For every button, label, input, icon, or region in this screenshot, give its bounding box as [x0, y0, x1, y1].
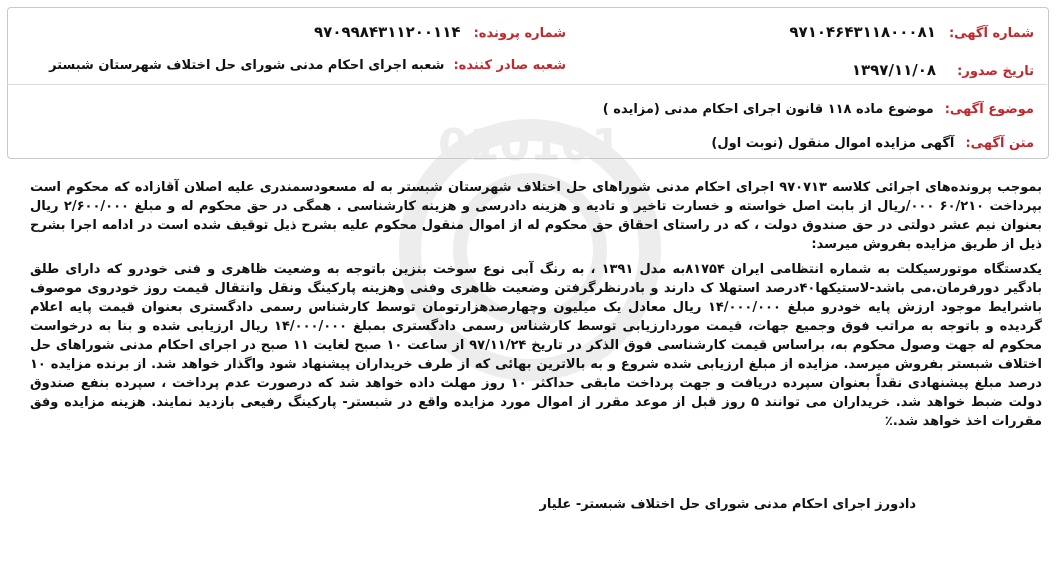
- issue-date-value: ۱۳۹۷/۱۱/۰۸: [851, 61, 937, 79]
- ad-text-row: [711, 132, 1034, 151]
- subject-row: [603, 98, 1034, 117]
- signature: دادورز اجرای احکام مدنی شورای حل اختلاف شبستر- علیار: [539, 497, 916, 512]
- ad-body: [30, 178, 1042, 437]
- ad-text-label: متن آگهی:: [965, 136, 1034, 151]
- issue-date-row: [852, 60, 1034, 79]
- case-number-label: شماره پرونده:: [473, 26, 566, 41]
- subject-value: موضوع ماده ۱۱۸ قانون اجرای احکام مدنی (مزایده ): [602, 102, 934, 117]
- ad-text-value: آگهی مزایده اموال منقول (نوبت اول): [711, 136, 955, 151]
- issue-date-label: تاریخ صدور:: [957, 64, 1034, 79]
- ad-number-label: شماره آگهی:: [948, 26, 1034, 41]
- ad-number-row: [789, 22, 1034, 41]
- issuer-value: شعبه اجرای احکام مدنی شورای حل اختلاف شهرستان شبستر: [49, 58, 445, 73]
- watermark-text: 010101: [438, 120, 622, 171]
- body-paragraph-1: بموجب پرونده‌های اجرائی کلاسه ۹۷۰۷۱۳ اجرای احکام مدنی شوراهای حل اختلاف شهرستان شبستر به له مسعودسمندری علیه اصلان آقازاده که محکوم است بپرداخت ۶۰/۲۱۰ ۰۰۰/ریال از بابت اصل خواسته و خسارت تاخیر و تادیه و هزینه دادرسی و هزینه کارشناسی . همگی در حق محکوم له و مبلغ ۲/۶۰۰/۰۰۰ ریال بعنوان نیم عشر دولتی در حق صندوق دولت ، که در راستای احقاق حق محکوم له از اموال منقول محکوم علیه بشرح ذیل توقیف شده است در ادامه اجرا بشرح ذیل از طریق مزایده بفروش میرسد:: [30, 180, 1043, 252]
- case-number-row: [314, 22, 566, 41]
- issuer-label: شعبه صادر کننده:: [453, 58, 566, 73]
- issuer-row: [49, 54, 566, 73]
- header-divider: [7, 84, 1047, 85]
- case-number-value: ۹۷۰۹۹۸۴۳۱۱۲۰۰۱۱۴: [314, 23, 461, 41]
- body-paragraph-2: یکدستگاه موتورسیکلت به شماره انتظامی ایران ۸۱۷۵۴به مدل ۱۳۹۱ ، به رنگ آبی نوع سوخت بنزین باتوجه به وضعیت ظاهری و فنی خودرو که دارای طلق بادگیر دورفرمان.می باشد-لاستیکها۴۰درصد استهلا ک دارند و بادرنظرگرفتن وضعیت ظاهری وفنی وهزینه پارکینگ ونقل وانتقال قیمت روز خودروی موصوف باشرایط موجود ارزش پایه خودرو مبلغ ۱۴/۰۰۰/۰۰۰ ریال معادل یک میلیون وچهارصدهزارتومان توسط کارشناس رسمی دادگستری بعنوان قیمت پایه اعلام گردیده و باتوجه به مراتب فوق وجمیع جهات، قیمت موردارزیابی توسط کارشناس رسمی دادگستری بمبلغ ۱۴/۰۰۰/۰۰۰ ریال ارزیابی شده و بنا به درخواست محکوم له جهت وصول محکوم به، براساس قیمت کارشناسی فوق الذکر در تاریخ ۹۷/۱۱/۲۴ از ساعت ۱۰ صبح لغایت ۱۱ صبح در اجرای احکام مدنی شوراهای حل اختلاف شبستر بفروش میرسد. مزایده از مبلغ ارزیابی شده شروع و به بالاترین بهائی که از طرف خریداران پیشنهاد شود واگذار خواهد شد. از برنده مزایده ۱۰ درصد مبلغ پیشنهادی نقداً بعنوان سپرده دریافت و جهت پرداخت مابقی حداکثر ۱۰ روز مهلت داده خواهد شد که درصورت عدم پرداخت ، سپرده بنفع صندوق دولت ضبط خواهد شد. خریداران می توانند ۵ روز قبل از موعد مقرر از اموال مورد مزایده واقع در شبستر- پارکینگ رفیعی بازدید نمایند. هزینه مزایده وفق مقررات اخذ خواهد شد.٪: [30, 262, 1043, 429]
- ad-number-value: ۹۷۱۰۴۶۴۳۱۱۸۰۰۰۸۱: [789, 23, 936, 41]
- subject-label: موضوع آگهی:: [944, 102, 1034, 117]
